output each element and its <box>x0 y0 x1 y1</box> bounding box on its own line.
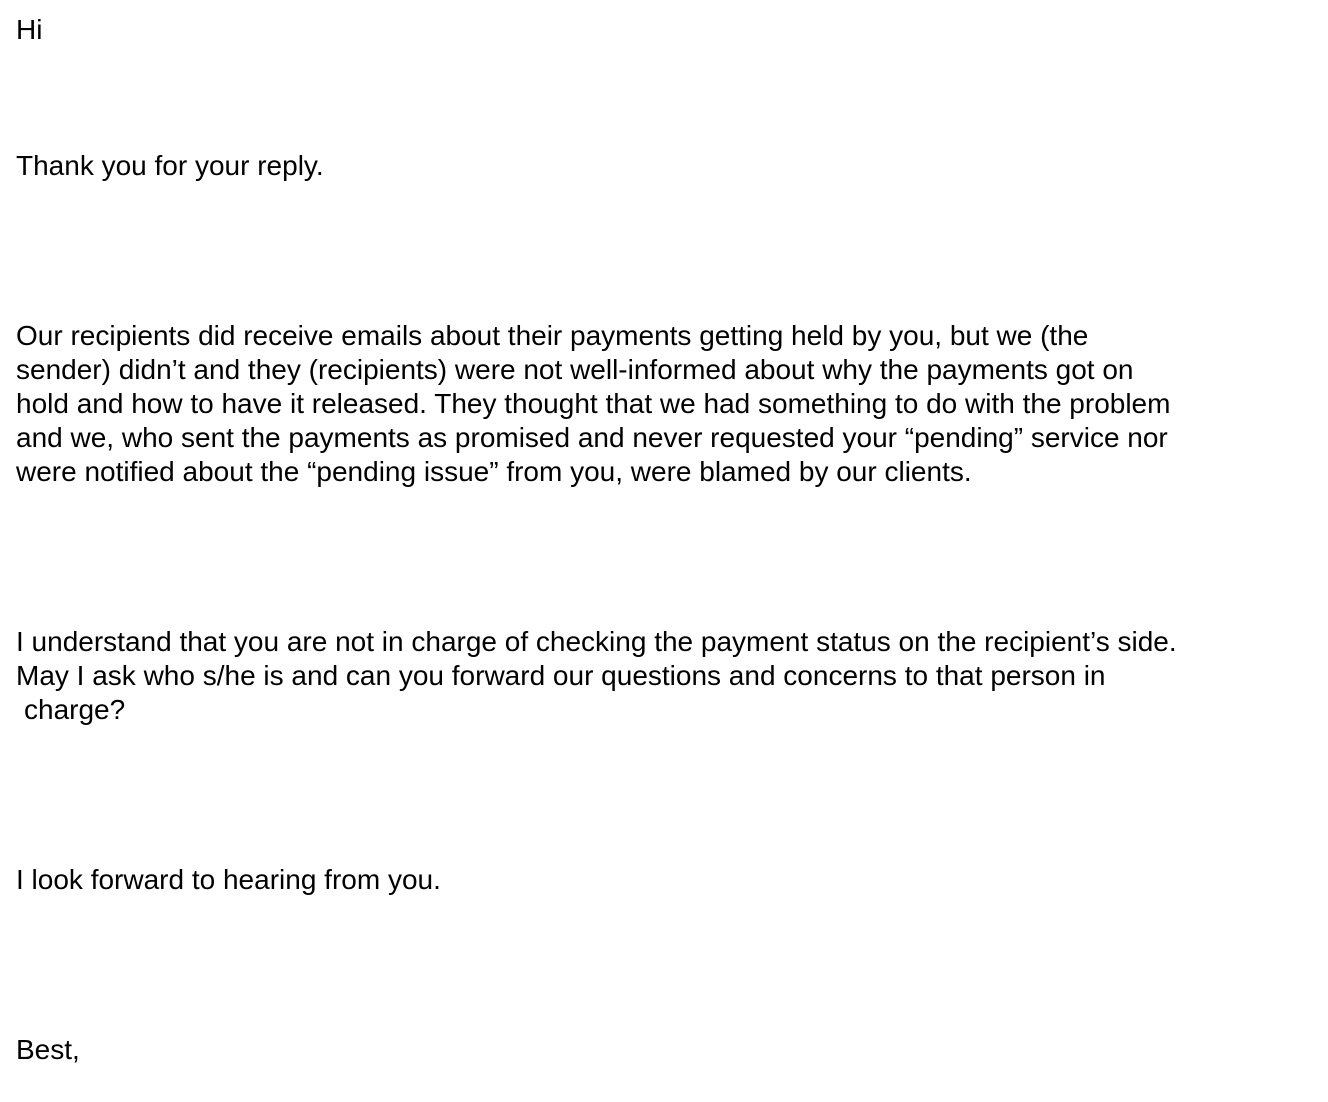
question-line: May I ask who s/he is and can you forward our questions and concerns to that person in <box>16 660 1106 691</box>
issue-line: hold and how to have it released. They thought that we had something to do with the problem <box>16 388 1171 419</box>
issue-line: were notified about the “pending issue” from you, were blamed by our clients. <box>16 456 972 487</box>
question-line: charge? <box>24 694 126 725</box>
question-paragraph <box>16 625 1177 727</box>
issue-paragraph <box>16 319 1170 489</box>
issue-line: Our recipients did receive emails about their payments getting held by you, but we (the <box>16 320 1089 351</box>
issue-line: and we, who sent the payments as promised and never requested your “pending” service nor <box>16 422 1168 453</box>
thanks-text: Thank you for your reply. <box>16 150 324 181</box>
question-line: I understand that you are not in charge of checking the payment status on the recipient’s side. <box>16 626 1177 657</box>
greeting-text: Hi <box>16 14 43 45</box>
issue-line: sender) didn’t and they (recipients) were not well-informed about why the payments got on <box>16 354 1134 385</box>
closing-text: I look forward to hearing from you. <box>16 864 441 895</box>
signoff-text: Best, <box>16 1034 80 1065</box>
